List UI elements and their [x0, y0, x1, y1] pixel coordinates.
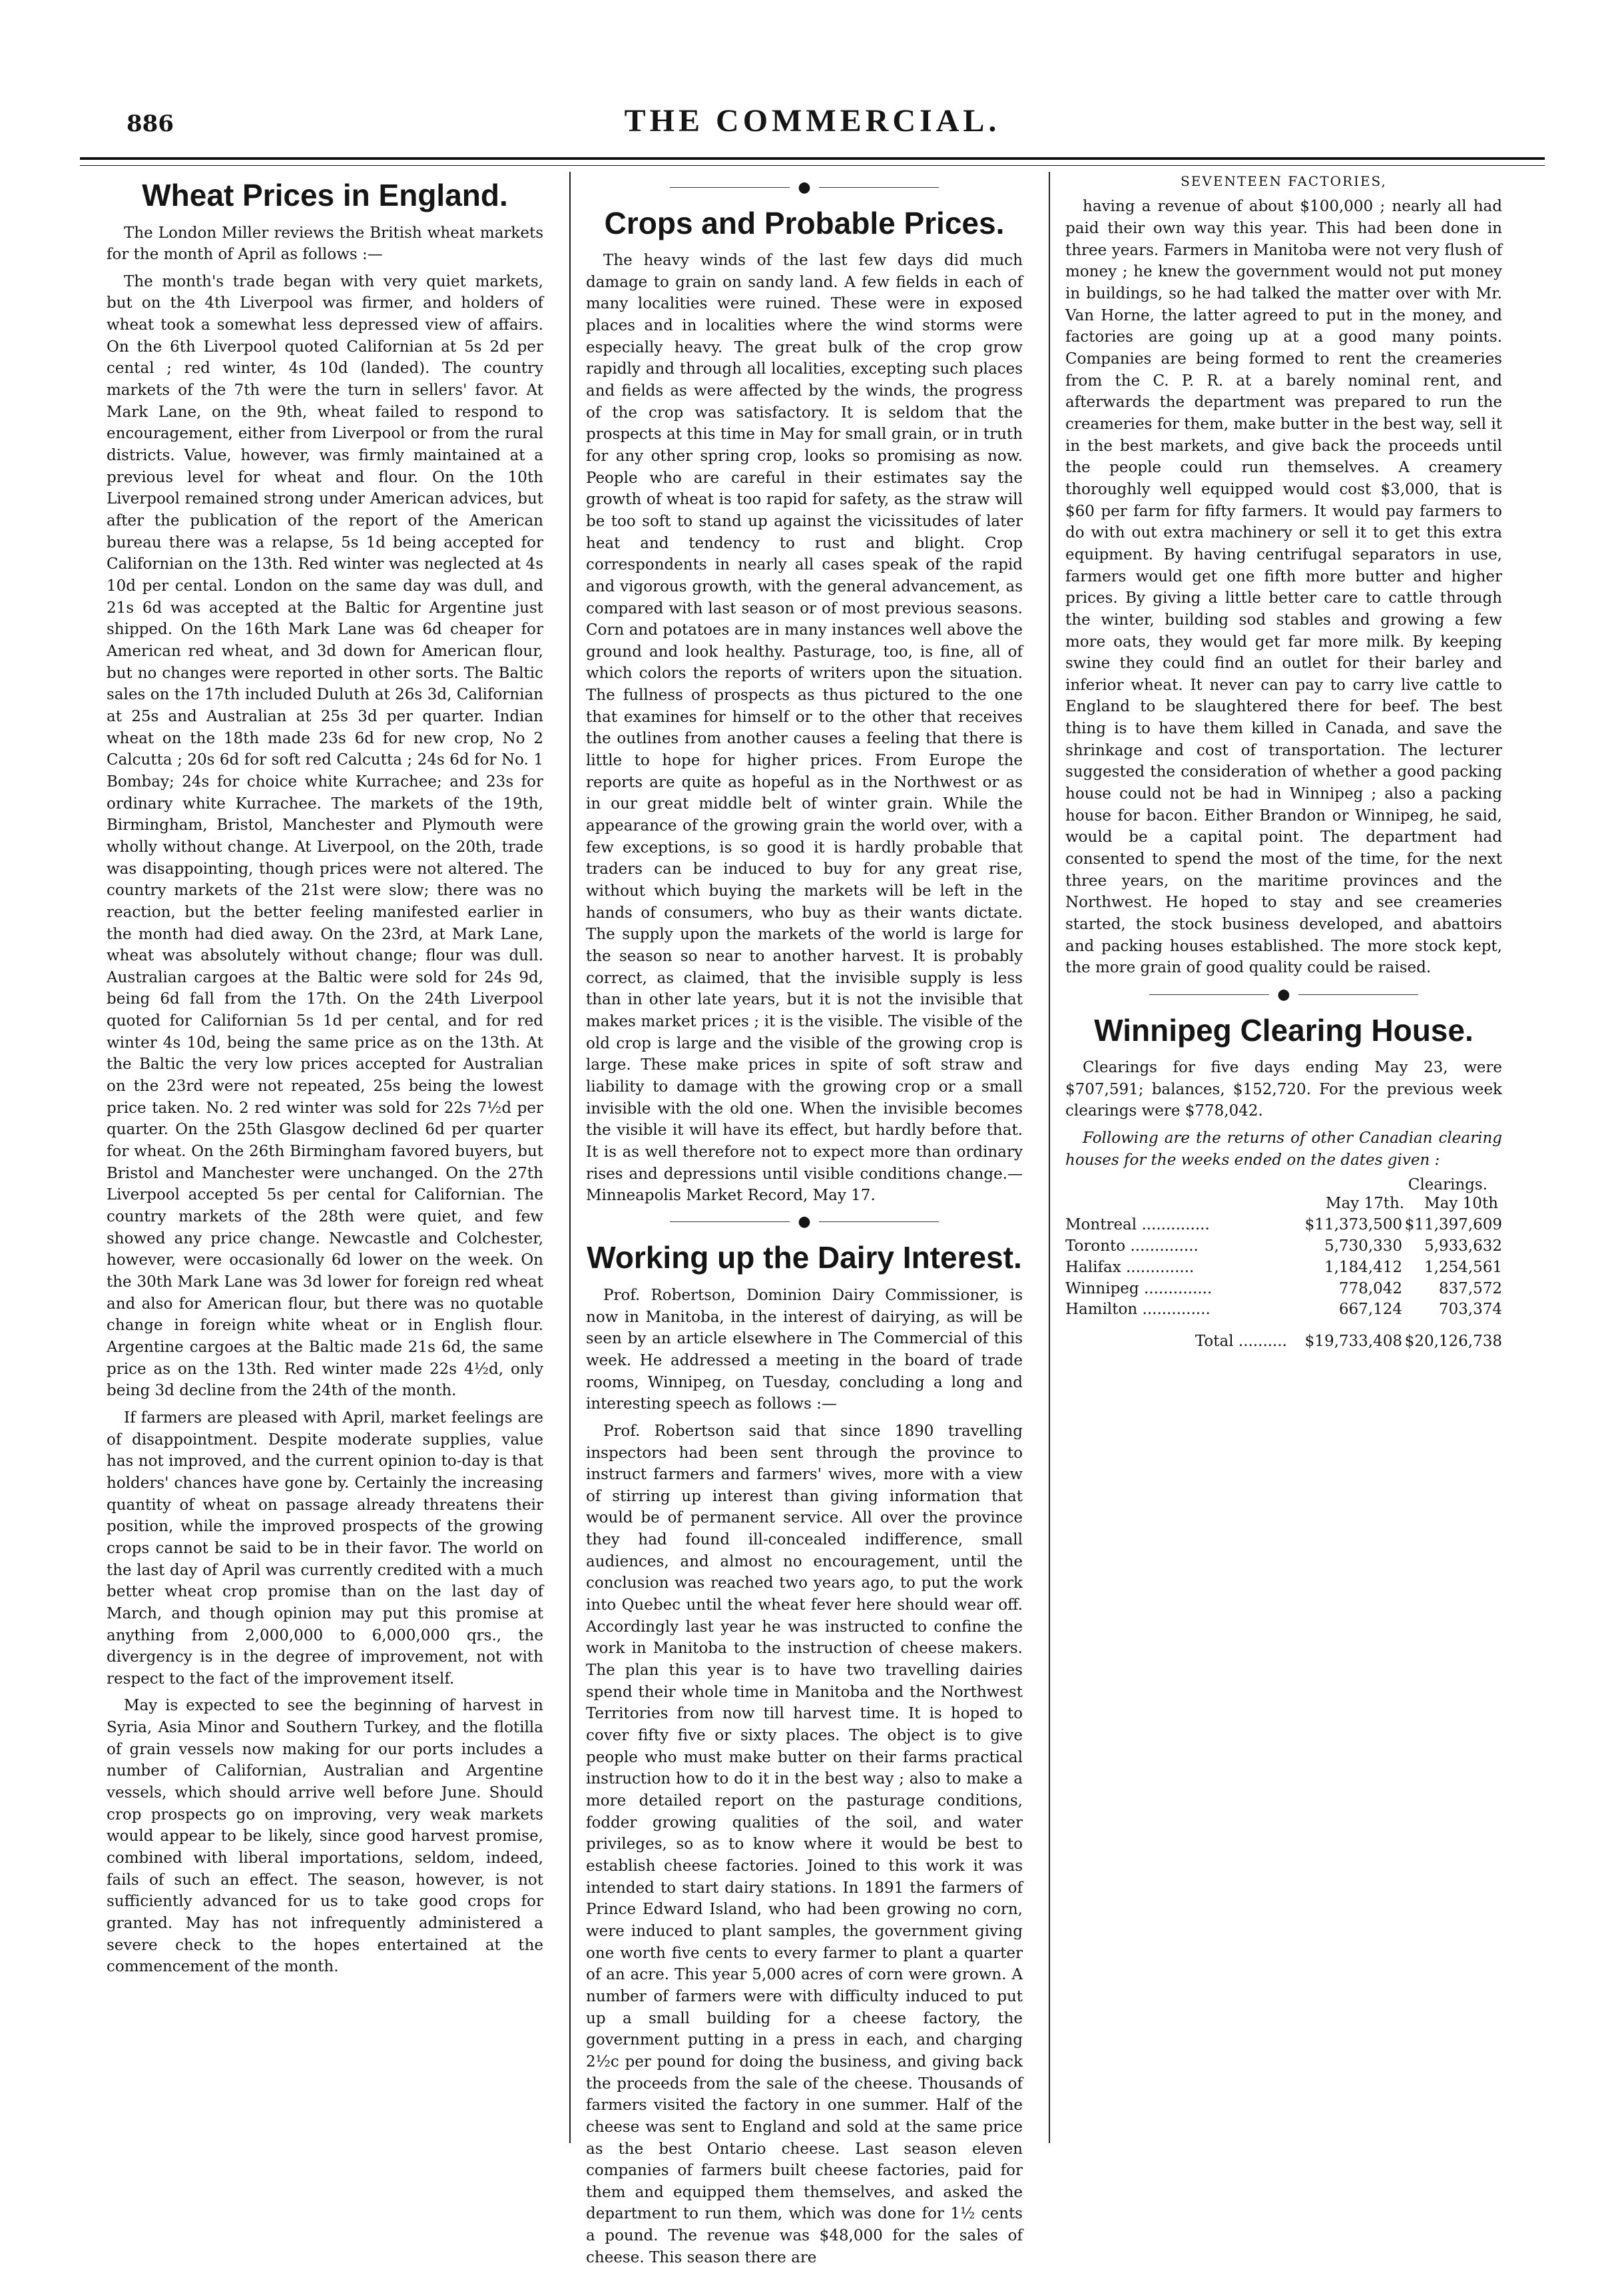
- total-value-2: $20,126,738: [1404, 1332, 1502, 1350]
- table-row: [1065, 1299, 1502, 1321]
- date-col-2: May 10th: [1424, 1195, 1498, 1213]
- table-row: [1065, 1257, 1502, 1279]
- article-paragraph: having a revenue of about $100,000 ; nearly all had paid their own way this year. This had been done in three years. Farmers in Manitoba were not very flush of money ; he knew the government would not put money in buildings, so he had talked the matter over with Mr. Van Horne, the latter agreed to put in the money, and factories are going up at a good many points. Companies are being formed to rent the creameries from the C. P. R. at a barely nominal rent, and afterwards the department was prepared to run the creameries for them, make butter in the best way, sell it in the best markets, and give back the proceeds until the people could run themselves. A creamery thoroughly well equipped would cost $3,000, that is $60 per farm for fifty farmers. It would pay farmers to do with out extra machinery or sell it to get this extra equipment. By having centrifugal separators in use, farmers would get one fifth more butter and higher prices. By giving a little better care to cattle through the winter, building sod stables and growing a few more oats, they would get far more milk. By keeping swine they could find an outlet for their barley and inferior wheat. It never can pay to carry live cattle to England to be slaughtered there for beef. The best thing is to have them killed in Canada, and save the shrinkage and cost of transportation. The lecturer suggested the consideration of whether a good packing house could not be had in Winnipeg ; also a packing house for bacon. Either Brandon or Winnipeg, he said, would be a capital point. The department had consented to spend the most of the time, for the next three years, on the maritime provinces and the Northwest. He hoped to stay and see creameries started, the stock business developed, and abattoirs and packing houses established. The more stock kept, the more grain of good quality could be raised.: [1065, 198, 1502, 977]
- article-paragraph: The heavy winds of the last few days did much damage to grain on sandy land. A few fields in each of many localities were ruined. These were in exposed places and in localities where the wind storms were especially heavy. The great bulk of the crop grow rapidly and through all localities, excepting such places and fields as were affected by the winds, the progress of the crop was satisfactory. It is seldom that the prospects at this time in May for small grain, or in truth for any other spring crop, looks so promising as now. People who are careful in their estimates say the growth of wheat is too rapid for safety, as the straw will be too soft to stand up against the vicissitudes of later heat and tendency to rust and blight. Crop correspondents in nearly all cases speak of the rapid and vigorous growth, with the general advancement, as compared with last season or of most previous seasons. Corn and potatoes are in many instances well above the ground and look healthy. Pasturage, too, is fine, all of which colors the reports of writers upon the situation. The fullness of prospects as thus pictured to the one that examines for himself or to the other that receives the outlines from another causes a feeling that there is little to hope for higher prices. From Europe the reports are quite as hopeful as in the Northwest or as in our great middle belt of winter grain. While the appearance of the growing grain the world over, with a few exceptions, is so good it is hardly probable that traders can be induced to buy for any great rise, without which buying the markets will be left in the hands of consumers, who buy as their wants dictate. The supply upon the markets of the world is large for the season so near to another harvest. It is probably correct, as claimed, that the invisible supply is less than in other late years, but it is not the invisible that makes market prices ; it is the visible. The visible of the old crop is large and the visible of the growing crop is large. These make prices in spite of soft straw and liability to damage with the growing crop or a small invisible with the old one. When the invisible becomes the visible it will have its effect, but hardly before that. It is as well therefore not to expect more than ordinary rises and depressions until visible conditions change.—Minneapolis Market Record, May 17.: [586, 252, 1023, 1205]
- row-city: Toronto ..............: [1065, 1237, 1199, 1255]
- date-col-1: May 17th.: [1325, 1195, 1405, 1213]
- table-total-row: [1065, 1331, 1502, 1353]
- total-value-1: $19,733,408: [1304, 1332, 1402, 1350]
- section-divider: ●: [586, 178, 1023, 196]
- row-city: Halifax ..............: [1065, 1258, 1195, 1276]
- header-rule: [80, 157, 1545, 160]
- table-row: [1065, 1215, 1502, 1236]
- column-rule: [569, 172, 571, 2143]
- clearing-table: [1065, 1176, 1502, 1352]
- row-value-1: 1,184,412: [1324, 1258, 1402, 1276]
- article-title-crops: Crops and Probable Prices.: [604, 205, 1005, 240]
- section-divider: ●: [1065, 986, 1502, 1003]
- article-paragraph: Clearings for five days ending May 23, were $707,591; balances, $152,720. For the previous week clearings were $778,042.: [1065, 1059, 1502, 1120]
- row-city: Montreal ..............: [1065, 1216, 1210, 1234]
- page-number: 886: [127, 111, 174, 137]
- column-3: [1065, 172, 1502, 2143]
- table-row: [1065, 1236, 1502, 1257]
- row-value-2: 5,933,632: [1424, 1237, 1502, 1255]
- row-value-2: 1,254,561: [1424, 1258, 1502, 1276]
- article-paragraph: The London Miller reviews the British wheat markets for the month of April as follows :—: [107, 224, 543, 264]
- header-rule-thin: [80, 165, 1545, 166]
- row-value-2: 837,572: [1438, 1279, 1502, 1297]
- subheading-factories: SEVENTEEN FACTORIES,: [1181, 173, 1387, 189]
- row-value-1: 778,042: [1338, 1279, 1402, 1297]
- article-paragraph: The month's trade began with very quiet markets, but on the 4th Liverpool was firmer, and holders of wheat took a somewhat less depressed view of affairs. On the 6th Liverpool quoted Californian at 5s 2d per cental ; red winter, 4s 10d (landed). The country markets of the 7th were the turn in sellers' favor. At Mark Lane, on the 9th, wheat failed to respond to encouragement, either from Liverpool or from the rural districts. Value, however, was firmly maintained at a previous level for wheat and flour. On the 10th Liverpool remained strong under American advices, but after the publication of the report of the American bureau there was a relapse, 5s 1d being accepted for Californian on the 13th. Red winter was neglected at 4s 10d per cental. London on the same day was dull, and 21s 6d was accepted at the Baltic for Argentine just shipped. On the 16th Mark Lane was 6d cheaper for American red wheat, and 3d down for American flour, but no changes were reported in other sorts. The Baltic sales on the 17th included Duluth at 26s 3d, Californian at 25s and Australian at 25s 3d per quarter. Indian wheat on the 18th made 23s 6d for new crop, No 2 Calcutta ; 20s 6d for soft red Calcutta ; 24s 6d for No. 1 Bombay; 24s for choice white Kurrachee; and 23s for ordinary white Kurrachee. The markets of the 19th, Birmingham, Bristol, Manchester and Plymouth were wholly without change. At Liverpool, on the 20th, trade was disappointing, though prices were not altered. The country markets of the 21st were slow; there was no reaction, but the better feeling manifested earlier in the month had died away. On the 23rd, at Mark Lane, wheat was absolutely without change; flour was dull. Australian cargoes at the Baltic were sold for 24s 9d, being 6d fall from the 17th. On the 24th Liverpool quoted for Californian 5s 1d per cental, and for red winter 4s 10d, being the same price as on the 13th. At the Baltic the very low prices accepted for Australian on the 23rd were not repeated, 25s being the lowest price taken. No. 2 red winter was sold for 22s 7½d per quarter. On the 25th Glasgow declined 6d per quarter for wheat. On the 26th Birmingham favored buyers, but Bristol and Manchester were unchanged. On the 27th Liverpool accepted 5s per cental for Californian. The country markets of the 28th were quiet, and few showed any price change. Newcastle and Colchester, however, were occasionally 6d lower on the week. On the 30th Mark Lane was 3d lower for foreign red wheat and also for American flour, but there was no quotable change in foreign white wheat or in English flour. Argentine cargoes at the Baltic made 21s 6d, the same price as on the 13th. Red winter made 22s 4½d, only being 3d decline from the 24th of the month.: [107, 272, 543, 1400]
- article-paragraph: Prof. Robertson said that since 1890 travelling inspectors had been sent through the province to instruct farmers and farmers' wives, more with a view of stirring up interest than giving information that would be of permanent service. All over the province they had found ill-concealed indifference, small audiences, and almost no encouragement, until the conclusion was reached two years ago, to put the work into Quebec until the wheat fever here should wear off. Accordingly last year he was instructed to confine the work in Manitoba to the instruction of cheese makers. The plan this year is to have two travelling dairies spend their whole time in Manitoba and the Northwest Territories from now till harvest time. It is hoped to cover fifty five or sixty places. The object is to give people who must make butter on their farms practical instruction how to do it in the best way ; also to make a more detailed report on the pasturage conditions, fodder growing qualities of the soil, and water privileges, so as to know where it would be best to establish cheese factories. Joined to this work it was intended to start dairy stations. In 1891 the farmers of Prince Edward Island, who had been growing no corn, were induced to plant samples, the government giving one worth five cents to every farmer to plant a quarter of an acre. This year 5,000 acres of corn were grown. A number of farmers were with difficulty induced to put up a small building for a cheese factory, the government putting in a press in each, and charging 2½c per pound for doing the business, and giving back the proceeds from the sale of the cheese. Thousands of farmers visited the factory in one summer. Half of the cheese was sent to England and sold at the same price as the best Ontario cheese. Last season eleven companies of farmers built cheese factories, paid for them and equipped them themselves, and asked the department to run them, which was done for 1½ cents a pound. The revenue was $48,000 for the sales of cheese. This season there are: [586, 1422, 1023, 2266]
- total-label: Total ..........: [1195, 1332, 1287, 1350]
- article-title-wheat-prices: Wheat Prices in England.: [142, 178, 508, 212]
- table-caption: Clearings.: [1408, 1176, 1488, 1194]
- row-value-1: 5,730,330: [1324, 1237, 1402, 1255]
- article-paragraph: Following are the returns of other Canadian clearing houses for the weeks ended on the dates given :: [1065, 1130, 1502, 1169]
- row-city: Hamilton ..............: [1065, 1301, 1211, 1319]
- row-value-1: $11,373,500: [1304, 1216, 1402, 1234]
- row-city: Winnipeg ..............: [1065, 1279, 1213, 1297]
- row-value-1: 667,124: [1338, 1301, 1402, 1319]
- page-header: [80, 79, 1545, 159]
- table-dates: [1065, 1195, 1498, 1212]
- columns: [107, 172, 1545, 2266]
- column-rule: [1049, 172, 1050, 2143]
- article-paragraph: If farmers are pleased with April, market feelings are of disappointment. Despite moderate supplies, value has not improved, and the current opinion to-day is that holders' chances have gone by. Certainly the increasing quantity of wheat on passage already threatens their position, while the improved prospects of the growing crops cannot be said to be in their favor. The world on the last day of April was currently credited with a much better wheat crop promise than on the last day of March, and though opinion may put this promise at anything from 2,000,000 to 6,000,000 qrs., the divergency is in the degree of improvement, not with respect to the fact of the improvement itself.: [107, 1409, 543, 1688]
- article-paragraph: Prof. Robertson, Dominion Dairy Commissioner, is now in Manitoba, in the interest of dairying, as will be seen by an article elsewhere in The Commercial of this week. He addressed a meeting in the board of trade rooms, Winnipeg, on Tuesday, concluding a long and interesting speech as follows :—: [586, 1286, 1023, 1413]
- article-paragraph: May is expected to see the beginning of harvest in Syria, Asia Minor and Southern Turkey, and the flotilla of grain vessels now making for our ports includes a number of Californian, Australian and Argentine vessels, which should arrive well before June. Should crop prospects go on improving, very weak markets would appear to be likely, since good harvest promise, combined with liberal importations, seldom, indeed, fails of such an effect. The season, however, is not sufficiently advanced for us to take good crops for granted. May has not infrequently administered a severe check to the hopes entertained at the commencement of the month.: [107, 1697, 543, 1976]
- article-title-dairy: Working up the Dairy Interest.: [587, 1240, 1022, 1275]
- table-row: [1065, 1279, 1502, 1300]
- column-1: [107, 172, 543, 2143]
- column-2: [586, 172, 1023, 2266]
- section-divider: ●: [586, 1213, 1023, 1231]
- row-value-2: $11,397,609: [1404, 1216, 1502, 1234]
- article-title-clearing-house: Winnipeg Clearing House.: [1094, 1012, 1474, 1048]
- row-value-2: 703,374: [1438, 1301, 1502, 1319]
- masthead: THE COMMERCIAL.: [624, 103, 1001, 139]
